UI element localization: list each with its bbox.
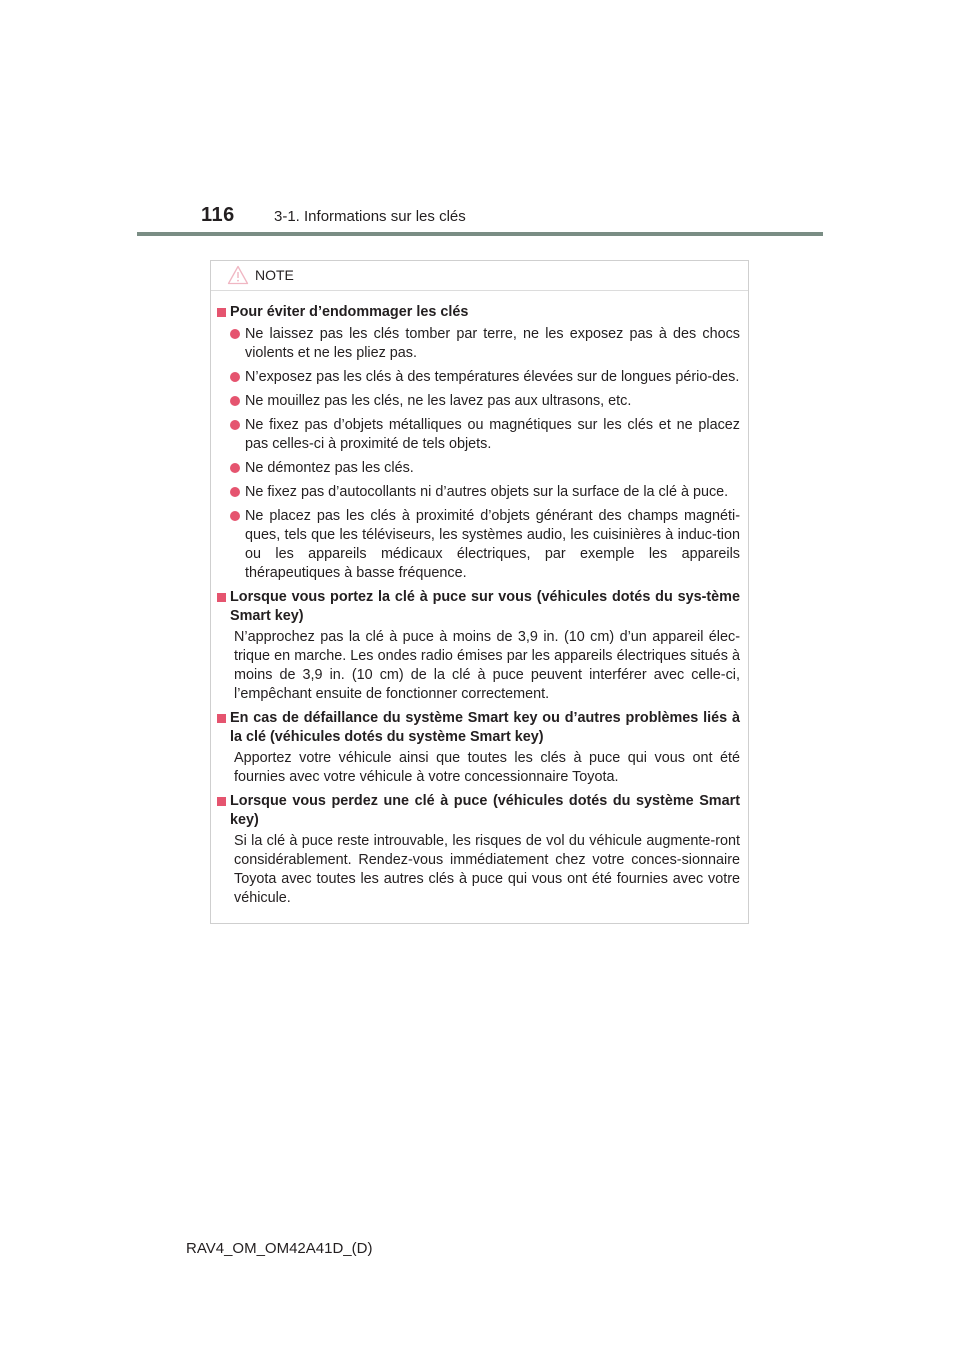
section-heading: En cas de défaillance du système Smart key ou d’autres problèmes liés à la clé (véhicules dotés du système Smart key) [230, 710, 740, 745]
list-item-text: Ne fixez pas d’objets métalliques ou magnétiques sur les clés et ne placez pas celles-ci à proximité de tels objets. [245, 417, 740, 452]
note-section [217, 709, 740, 787]
footer-doc-code: RAV4_OM_OM42A41D_(D) [186, 1240, 373, 1257]
section-heading: Pour éviter d’endommager les clés [230, 304, 469, 320]
square-bullet-icon [217, 714, 226, 723]
square-bullet-icon [217, 593, 226, 602]
section-text: N’approchez pas la clé à puce à moins de 3,9 in. (10 cm) d’un appareil élec-trique en marche. Les ondes radio émises par les appareils électriques situés à moins de 3,9 in. (10 cm) de la clé à puce peuvent interférer avec celle-ci, l’empêchant ensuite de fonctionner correctement. [234, 629, 740, 702]
section-text: Apportez votre véhicule ainsi que toutes les clés à puce qui vous ont été fournies avec votre véhicule à votre concessionnaire Toyota. [234, 750, 740, 785]
list-item [230, 416, 740, 454]
list-item-text: Ne laissez pas les clés tomber par terre, ne les exposez pas à des chocs violents et ne les pliez pas. [245, 326, 740, 361]
circle-bullet-icon [230, 329, 240, 339]
list-item-text: Ne démontez pas les clés. [245, 460, 414, 476]
list-item [230, 325, 740, 363]
circle-bullet-icon [230, 372, 240, 382]
section-heading: Lorsque vous perdez une clé à puce (véhicules dotés du système Smart key) [230, 793, 740, 828]
note-body [211, 291, 748, 908]
header-rule [137, 232, 823, 236]
bullet-list [217, 325, 740, 583]
section-title: 3-1. Informations sur les clés [274, 208, 466, 225]
page-number: 116 [201, 204, 235, 226]
note-section [217, 588, 740, 704]
note-section [217, 792, 740, 908]
section-text: Si la clé à puce reste introuvable, les risques de vol du véhicule augmente-ront considérablement. Rendez-vous immédiatement chez votre conces-sionnaire Toyota avec toutes les autres clés à puce qui vous ont été fournies avec votre véhicule. [234, 833, 740, 906]
list-item [230, 507, 740, 583]
note-section [217, 303, 740, 583]
note-label: NOTE [255, 267, 294, 283]
list-item-text: Ne fixez pas d’autocollants ni d’autres objets sur la surface de la clé à puce. [245, 484, 729, 500]
square-bullet-icon [217, 797, 226, 806]
list-item-text: N’exposez pas les clés à des températures élevées sur de longues pério-des. [245, 369, 740, 385]
note-box [210, 260, 749, 924]
warning-triangle-icon [227, 265, 249, 285]
list-item [230, 483, 740, 502]
circle-bullet-icon [230, 463, 240, 473]
list-item [230, 368, 740, 387]
section-heading: Lorsque vous portez la clé à puce sur vous (véhicules dotés du sys-tème Smart key) [230, 589, 740, 624]
circle-bullet-icon [230, 420, 240, 430]
list-item [230, 459, 740, 478]
circle-bullet-icon [230, 511, 240, 521]
note-header [211, 261, 748, 291]
circle-bullet-icon [230, 487, 240, 497]
list-item-text: Ne placez pas les clés à proximité d’objets générant des champs magnéti-ques, tels que les téléviseurs, les systèmes audio, les cuisinières à induc-tion ou les appareils médicaux électriques, par exemple les appareils thérapeutiques à basse fréquence. [245, 508, 740, 581]
list-item-text: Ne mouillez pas les clés, ne les lavez pas aux ultrasons, etc. [245, 393, 632, 409]
square-bullet-icon [217, 308, 226, 317]
list-item [230, 392, 740, 411]
circle-bullet-icon [230, 396, 240, 406]
